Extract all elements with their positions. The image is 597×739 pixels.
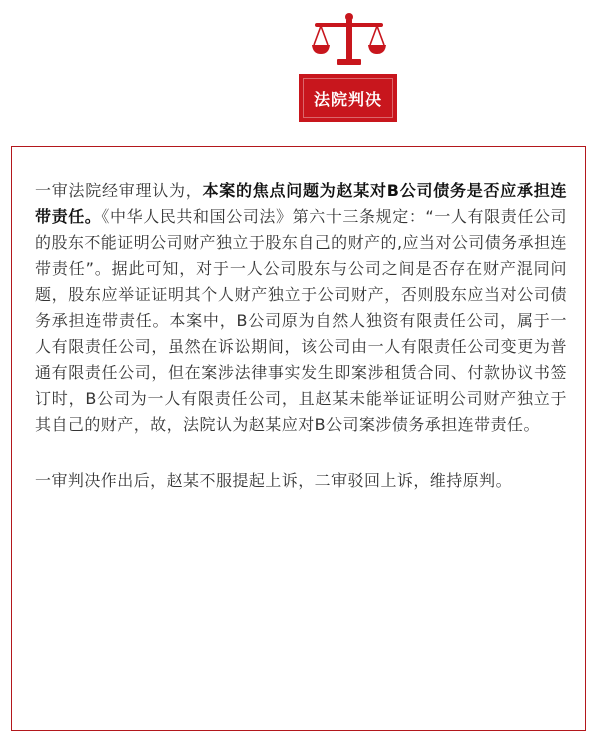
article-body xyxy=(35,178,567,494)
paragraph-body: 《中华人民共和国公司法》第六十三条规定：“一人有限责任公司的股东不能证明公司财产独立于股东自己的财产的,应当对公司债务承担连带责任”。据此可知，对于一人公司股东与公司之间是否存在财产混同问题，股东应举证证明其个人财产独立于公司财产，否则股东应当对公司债务承担连带责任。本案中，B公司原为自然人独资有限责任公司，属于一人有限责任公司，虽然在诉讼期间，该公司由一人有限责任公司变更为普通有限责任公司，但在案涉法律事实发生即案涉租赁合同、付款协议书签订时，B公司为一人有限责任公司，且赵某未能举证证明公司财产独立于其自己的财产，故，法院认为赵某应对B公司案涉债务承担连带责任。 xyxy=(35,207,567,434)
scales-of-justice-icon xyxy=(311,10,387,70)
paragraph-lead: 一审法院经审理认为， xyxy=(35,181,203,200)
paragraph-emphasis: 本案的焦点问题为赵某对B公司债务是否应承担连带责任。 xyxy=(35,181,567,226)
paragraph-first-instance-reasoning xyxy=(35,178,567,438)
section-title-badge xyxy=(299,74,397,122)
section-title: 法院判决 xyxy=(313,89,382,109)
paragraph-appeal-outcome: 一审判决作出后，赵某不服提起上诉，二审驳回上诉，维持原判。 xyxy=(35,471,513,490)
